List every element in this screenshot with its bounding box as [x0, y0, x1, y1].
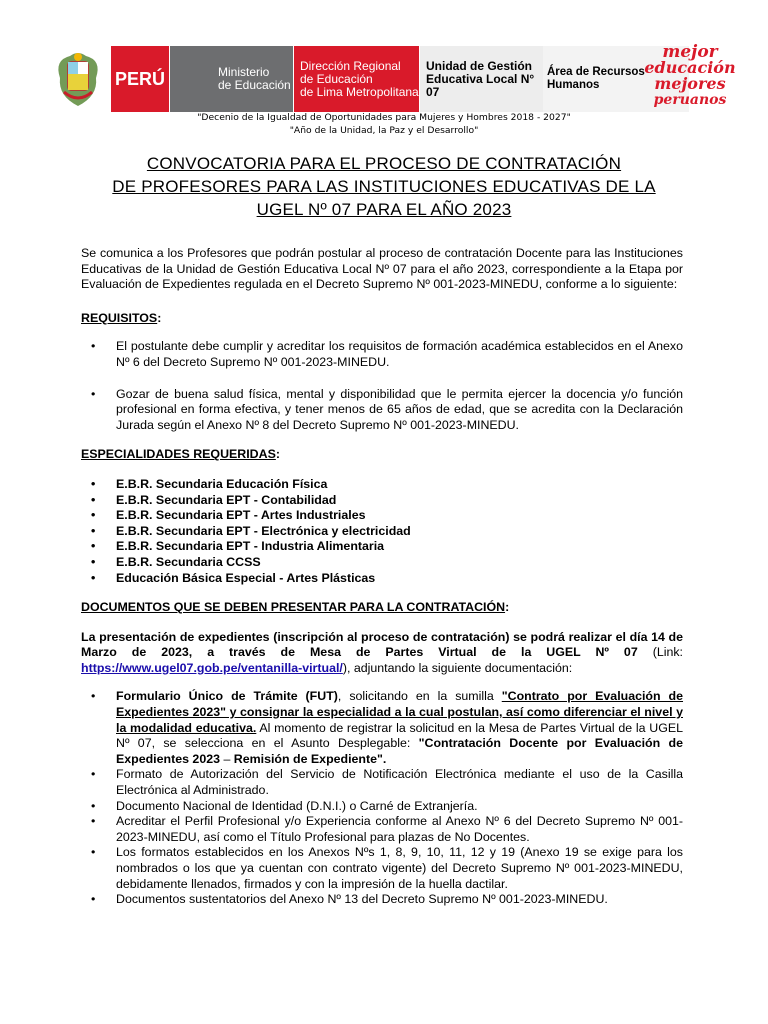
list-item: • E.B.R. Secundaria Educación Física — [81, 477, 683, 493]
requisitos-list — [81, 339, 683, 433]
peru-logo: PERÚ — [111, 46, 169, 112]
ventanilla-virtual-link[interactable]: https://www.ugel07.gob.pe/ventanilla-virtual/ — [81, 660, 343, 675]
documentos-list — [81, 689, 683, 907]
list-item: • Formato de Autorización del Servicio de Notificación Electrónica mediante el uso de la Casilla Electrónica al Administrado. — [81, 767, 683, 798]
list-item: • Documentos sustentatorios del Anexo Nº 13 del Decreto Supremo Nº 001-2023-MINEDU. — [81, 892, 683, 908]
title-line-2: DE PROFESORES PARA LAS INSTITUCIONES EDUCATIVAS DE LA — [112, 177, 656, 196]
decenio-line-2: "Año de la Unidad, la Paz y el Desarrollo" — [289, 124, 479, 136]
fut-text-1: , solicitando en la sumilla — [337, 689, 502, 704]
slogan-3: mejores — [654, 74, 726, 93]
page-title — [60, 152, 708, 221]
ministerio-line-2: de Educación — [218, 78, 291, 92]
direccion-regional-box — [293, 46, 419, 112]
decenio-text — [0, 112, 768, 137]
fut-remision: Remisión de Expediente". — [233, 751, 387, 766]
ugel-line-2: Educativa Local N° 07 — [426, 71, 535, 99]
fut-asunto: "Contratación Docente por Evaluación de Expedientes 2023 — [116, 736, 683, 766]
list-item: • Gozar de buena salud física, mental y disponibilidad que le permita ejercer la docencia y/o función profesional en forma efectiva, y tener menos de 65 años de edad, que se acredita con la Declaración Jurada según el Anexo Nº 8 del Decreto Supremo Nº 001-2023-MINEDU. — [81, 387, 683, 434]
fut-text-2: Al momento de registrar la solicitud en la Mesa de Partes Virtual de la UGEL Nº 07, se selecciona en el Asunto Desplegable: — [116, 720, 683, 751]
document-body — [81, 246, 683, 908]
fut-sumilla: "Contrato por Evaluación de Expedientes 2023" y consignar la especialidad a la cual postulan, así como diferenciar el nivel y la modalidad educativa. — [116, 689, 684, 735]
documentos-title: DOCUMENTOS QUE SE DEBEN PRESENTAR PARA LA CONTRATACIÓN — [81, 600, 506, 615]
slogan-1: mejor — [662, 42, 718, 62]
list-item: • Los formatos establecidos en los Anexos Nºs 1, 8, 9, 10, 11, 12 y 19 (Anexo 19 se exige para los nombrados o los que ya cuentan con contrato vigente) del Decreto Supremo Nº 001-2023-MINEDU, debidamente llenados, firmados y con la impresión de la huella dactilar. — [81, 845, 683, 892]
ministerio-box — [169, 46, 293, 112]
list-item: • E.B.R. Secundaria EPT - Industria Alimentaria — [81, 539, 683, 555]
ugel-line-1: Unidad de Gestión — [426, 58, 533, 73]
requisitos-title: REQUISITOS — [81, 310, 158, 325]
list-item-fut — [81, 689, 683, 767]
list-item: • E.B.R. Secundaria EPT - Electrónica y electricidad — [81, 524, 683, 540]
list-item: • Acreditar el Perfil Profesional y/o Experiencia conforme al Anexo Nº 6 del Decreto Supremo Nº 001-2023-MINEDU, así como el Título Profesional para plazas de No Docentes. — [81, 814, 683, 845]
ministerio-logo-bars-icon — [170, 46, 216, 112]
area-rrhh-box: Área de Recursos Humanos — [543, 46, 689, 112]
list-item: • El postulante debe cumplir y acreditar los requisitos de formación académica establecidos en el Anexo Nº 6 del Decreto Supremo Nº 001-2023-MINEDU. — [81, 339, 683, 370]
especialidades-title: ESPECIALIDADES REQUERIDAS — [81, 447, 276, 462]
direccion-line-2: de Educación — [300, 71, 373, 86]
title-line-3: UGEL Nº 07 PARA EL AÑO 2023 — [256, 200, 512, 219]
especialidades-heading: ESPECIALIDADES REQUERIDAS: — [81, 447, 280, 462]
documentos-heading: DOCUMENTOS QUE SE DEBEN PRESENTAR PARA LA CONTRATACIÓN: — [81, 600, 510, 615]
list-item: • E.B.R. Secundaria EPT - Artes Industriales — [81, 508, 683, 524]
slogan-2: educación — [644, 58, 736, 77]
list-item: • E.B.R. Secundaria EPT - Contabilidad — [81, 493, 683, 509]
requisitos-heading: REQUISITOS: — [81, 310, 162, 325]
decenio-line-1: "Decenio de la Igualdad de Oportunidades para Mujeres y Hombres 2018 - 2027" — [197, 112, 571, 123]
list-item: • Educación Básica Especial - Artes Plásticas — [81, 571, 683, 587]
direccion-line-3: de Lima Metropolitana — [300, 84, 419, 99]
fut-dash: – — [220, 751, 234, 766]
slogan-4: peruanos — [653, 92, 727, 108]
link-suffix: ), adjuntando la siguiente documentación: — [342, 660, 573, 675]
especialidades-list — [81, 477, 683, 586]
direccion-line-1: Dirección Regional — [300, 58, 401, 73]
link-prefix: (Link: — [637, 645, 683, 660]
ugel-box — [419, 46, 543, 112]
mejor-educacion-logo — [640, 44, 740, 114]
list-item: • Documento Nacional de Identidad (D.N.I.) o Carné de Extranjería. — [81, 799, 683, 815]
peru-coat-of-arms-icon — [50, 48, 106, 110]
title-line-1: CONVOCATORIA PARA EL PROCESO DE CONTRATACIÓN — [146, 154, 622, 173]
intro-paragraph: Se comunica a los Profesores que podrán postular al proceso de contratación Docente para las Instituciones Educativas de la Unidad de Gestión Educativa Local Nº 07 para el año 2023, correspondiente a la Etapa por Evaluación de Expedientes regulada en el Decreto Supremo Nº 001-2023-MINEDU, conforme a lo siguiente: — [81, 246, 683, 292]
presentacion-bold: La presentación de expedientes (inscripción al proceso de contratación) se podrá realizar el día 14 de Marzo de 2023, a través de Mesa de Partes Virtual de la UGEL Nº 07 — [81, 629, 683, 660]
documentos-intro — [81, 630, 683, 677]
list-item: • E.B.R. Secundaria CCSS — [81, 555, 683, 571]
ministerio-line-1: Ministerio — [218, 65, 270, 79]
fut-name: Formulario Único de Trámite (FUT) — [116, 689, 338, 704]
header-banner — [50, 42, 736, 112]
